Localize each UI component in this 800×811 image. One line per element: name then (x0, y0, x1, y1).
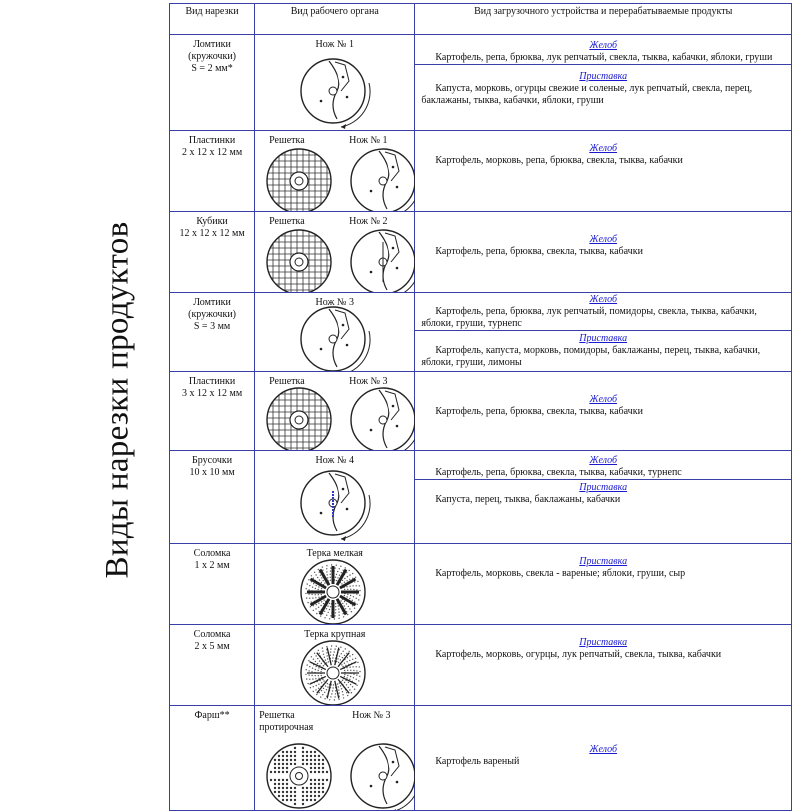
products-text: Картофель, капуста, морковь, помидоры, баклажаны, перец, тыква, кабачки, яблоки, груши, лимоны (421, 345, 761, 368)
organ-cell (255, 293, 415, 372)
organ-label: Нож № 3 (349, 376, 388, 387)
table-row (170, 293, 792, 372)
cut-type-line: Соломка (193, 548, 231, 559)
cut-type-cell (170, 625, 255, 706)
header-cut-type: Вид нарезки (170, 4, 255, 35)
organ-label: Решетка (269, 135, 305, 146)
products-text: Картофель, морковь, огурцы, лук репчатый, свекла, тыква, кабачки (435, 649, 722, 660)
organ-label: Решетка (269, 216, 305, 227)
cut-type-line: (кружочки) (188, 51, 237, 62)
products-cell (415, 706, 792, 811)
device-group (421, 451, 785, 479)
device-name: Желоб (589, 40, 618, 51)
table-row (170, 451, 792, 544)
organ-disc-drawing (255, 544, 415, 624)
organ-cell (255, 372, 415, 451)
organ-cell (255, 451, 415, 544)
device-name: Желоб (589, 294, 618, 305)
cut-type-line: Кубики (196, 216, 228, 227)
device-group (415, 479, 791, 506)
organ-label: Нож № 1 (349, 135, 388, 146)
table-row (170, 706, 792, 811)
device-group (415, 64, 791, 107)
organ-cell (255, 706, 415, 811)
cut-type-line: 12 х 12 х 12 мм (179, 228, 245, 239)
organ-label: Терка мелкая (306, 548, 363, 559)
cut-type-line: 3 х 12 х 12 мм (181, 388, 243, 399)
cut-type-cell (170, 372, 255, 451)
cut-type-line: Соломка (193, 629, 231, 640)
table-row (170, 131, 792, 212)
table-row (170, 372, 792, 451)
device-group (421, 544, 785, 580)
device-group (415, 330, 791, 369)
organ-disc-drawing (255, 372, 415, 450)
device-name: Приставка (579, 637, 628, 648)
products-text: Капуста, морковь, огурцы свежие и соленые, лук репчатый, свекла, перец, баклажаны, тыква, кабачки, яблоки, груши (421, 83, 753, 106)
device-name: Желоб (589, 394, 618, 405)
cut-type-line: (кружочки) (188, 309, 237, 320)
products-text: Картофель, морковь, свекла - вареные; яблоки, груши, сыр (435, 568, 686, 579)
device-group (421, 293, 785, 330)
cut-type-line: Брусочки (192, 455, 233, 466)
device-name: Приставка (579, 333, 628, 344)
cut-type-line: 1 х 2 мм (194, 560, 230, 571)
organ-disc-drawing (255, 451, 415, 543)
cutting-types-table (169, 3, 792, 811)
products-cell (415, 212, 792, 293)
products-text: Картофель, репа, брюква, свекла, тыква, кабачки, турнепс (435, 467, 682, 478)
cut-type-line: Пластинки (188, 376, 236, 387)
device-group (421, 35, 785, 64)
organ-cell (255, 131, 415, 212)
organ-label: Терка крупная (304, 629, 366, 640)
organ-label: Решетка протирочная (259, 710, 314, 733)
cut-type-line: Ломтики (193, 39, 231, 50)
device-group (421, 706, 785, 768)
organ-disc-drawing (255, 625, 415, 705)
products-cell (415, 293, 792, 372)
device-name: Желоб (589, 234, 618, 245)
organ-label: Нож № 4 (315, 455, 354, 466)
organ-label: Нож № 1 (315, 39, 354, 50)
cut-type-line: Ломтики (193, 297, 231, 308)
products-cell (415, 544, 792, 625)
organ-label: Нож № 3 (352, 710, 391, 721)
cut-type-cell (170, 544, 255, 625)
organ-label: Нож № 2 (349, 216, 388, 227)
products-cell (415, 131, 792, 212)
device-name: Желоб (589, 143, 618, 154)
products-cell (415, 451, 792, 544)
device-group (421, 212, 785, 258)
organ-disc-drawing (255, 212, 415, 292)
side-title: Виды нарезки продуктов (99, 221, 136, 579)
cut-type-line: Пластинки (188, 135, 236, 146)
cut-type-line: 2 х 12 х 12 мм (181, 147, 243, 158)
device-group (421, 372, 785, 418)
device-name: Приставка (579, 482, 628, 493)
organ-label: Решетка (269, 376, 305, 387)
table-row (170, 544, 792, 625)
header-organ: Вид рабочего органа (255, 4, 415, 35)
cut-type-cell (170, 293, 255, 372)
cut-type-cell (170, 706, 255, 811)
cut-type-cell (170, 131, 255, 212)
products-cell (415, 625, 792, 706)
organ-disc-drawing (255, 293, 415, 371)
cut-type-line: Фарш** (194, 710, 230, 721)
products-text: Картофель, репа, брюква, лук репчатый, помидоры, свекла, тыква, кабачки, яблоки, груши, турнепс (421, 306, 757, 329)
device-name: Желоб (589, 455, 618, 466)
organ-label: Нож № 3 (315, 297, 354, 308)
cut-type-line: 2 х 5 мм (194, 641, 230, 652)
header-device: Вид загрузочного устройства и перерабатываемые продукты (415, 4, 792, 35)
products-text: Капуста, перец, тыква, баклажаны, кабачки (435, 494, 621, 505)
organ-cell (255, 35, 415, 131)
device-name: Желоб (589, 744, 618, 755)
device-name: Приставка (579, 71, 628, 82)
cut-type-line: S = 2 мм* (191, 63, 233, 74)
organ-cell (255, 625, 415, 706)
cut-type-cell (170, 451, 255, 544)
organ-disc-drawing (255, 35, 415, 130)
products-text: Картофель, репа, брюква, свекла, тыква, кабачки (435, 406, 643, 417)
cut-type-line: 10 х 10 мм (189, 467, 235, 478)
device-name: Приставка (579, 556, 628, 567)
products-text: Картофель, репа, брюква, свекла, тыква, кабачки (435, 246, 643, 257)
products-text: Картофель, репа, брюква, лук репчатый, свекла, тыква, кабачки, яблоки, груши (435, 52, 773, 63)
organ-disc-drawing (255, 131, 415, 211)
table-row (170, 212, 792, 293)
organ-cell (255, 212, 415, 293)
products-text: Картофель вареный (435, 756, 520, 767)
cut-type-cell (170, 35, 255, 131)
organ-cell (255, 544, 415, 625)
table-header-row (170, 4, 792, 35)
products-text: Картофель, морковь, репа, брюква, свекла, тыква, кабачки (435, 155, 683, 166)
organ-disc-drawing (255, 706, 415, 810)
device-group (421, 131, 785, 167)
cut-type-cell (170, 212, 255, 293)
device-group (421, 625, 785, 661)
products-cell (415, 35, 792, 131)
products-cell (415, 372, 792, 451)
cut-type-line: S = 3 мм (193, 321, 231, 332)
table-row (170, 625, 792, 706)
table-row (170, 35, 792, 131)
